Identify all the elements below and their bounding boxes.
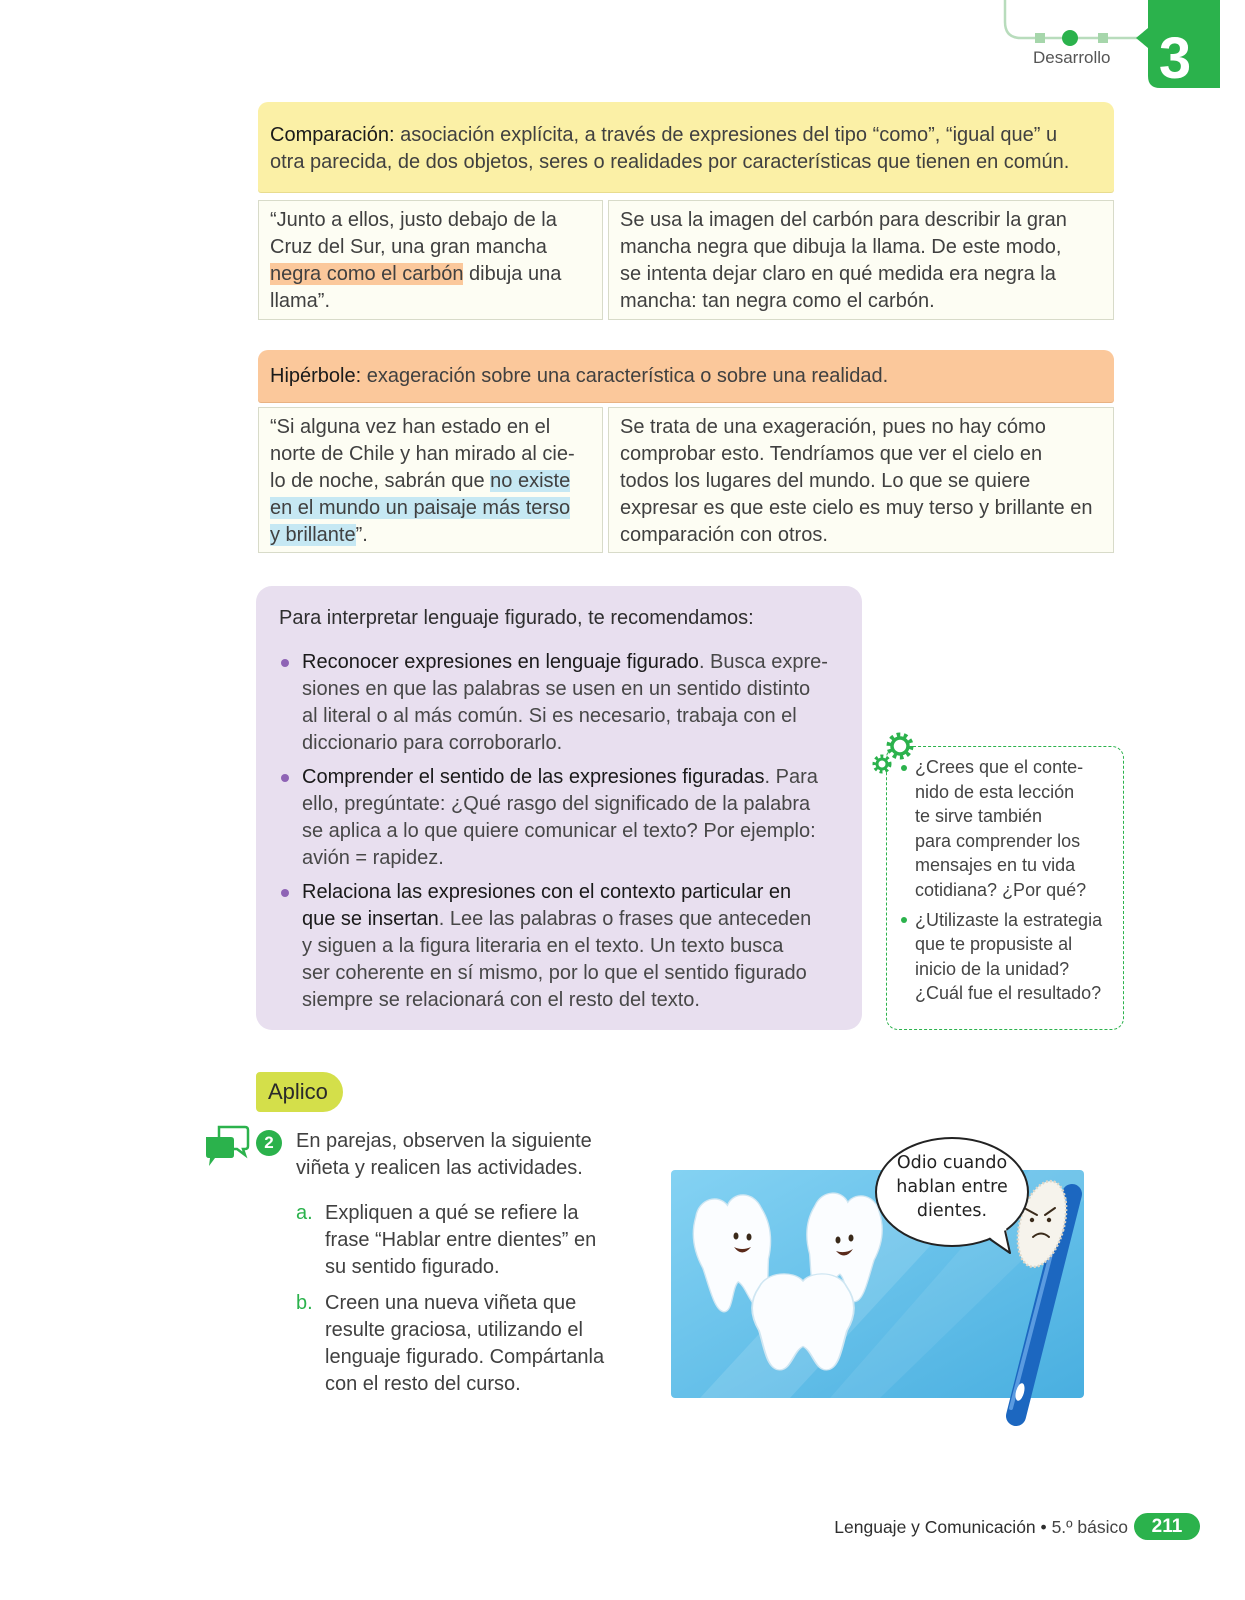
highlighted-text: negra como el carbón: [270, 263, 464, 285]
reflection-box: [886, 746, 1124, 1030]
speech-text-line: dientes.: [916, 1201, 988, 1221]
text-line: y siguen a la figura literaria en el texto. Un texto busca: [302, 935, 784, 957]
text-segment: dibuja una: [463, 263, 562, 285]
text-line: al literal o al más común. Si es necesario, trabaja con el: [302, 705, 797, 727]
text-line: Creen una nueva viñeta que: [325, 1292, 577, 1314]
key-term: Comparación:: [270, 124, 395, 146]
reflection-text: [915, 908, 1117, 1006]
highlighted-text: no existe: [490, 470, 571, 492]
gears-icon: [869, 729, 919, 779]
text-segment: lo de noche, sabrán que: [270, 470, 491, 492]
reflection-question: [915, 908, 1117, 1006]
text-line: expresar es que este cielo es muy terso y brillante en: [620, 497, 1093, 519]
key-term: Reconocer expresiones en lenguaje figurado: [302, 651, 699, 673]
section-label: Desarrollo: [1033, 48, 1111, 67]
reflection-question: [915, 755, 1117, 902]
bullet-icon: [281, 889, 289, 897]
text-line: siones en que las palabras se usen en un sentido distinto: [302, 678, 811, 700]
text-line: Se usa la imagen del carbón para describir la gran: [620, 209, 1067, 231]
gear-small-ring: [877, 759, 887, 769]
progress-current-marker: [1062, 30, 1078, 46]
text-line: “Si alguna vez han estado en el: [270, 416, 551, 438]
speech-text-line: Odio cuando: [896, 1153, 1008, 1173]
text-line: [302, 879, 842, 906]
recommendation-item: [279, 764, 842, 872]
hyperbole-definition: [258, 350, 1114, 402]
text-line: ¿Cuál fue el resultado?: [915, 983, 1102, 1003]
task-text: [325, 1290, 636, 1398]
text-segment: exageración sobre una característica o sobre una realidad.: [361, 365, 889, 387]
highlighted-text: y brillante: [270, 524, 356, 546]
task-item: [296, 1200, 636, 1281]
comparison-definition: [258, 102, 1114, 192]
activity-prompt: [296, 1128, 592, 1182]
text-line: [270, 363, 1102, 390]
text-line: [270, 122, 1102, 149]
recommendation-item: [279, 649, 842, 757]
text-line: [302, 649, 842, 676]
task-text: [325, 1200, 636, 1281]
bullet-icon: [281, 774, 289, 782]
text-line: resulte graciosa, utilizando el: [325, 1319, 583, 1341]
unit-number: 3: [1158, 26, 1192, 91]
text-line: [302, 764, 842, 791]
toothbrush-eye: [1030, 1218, 1034, 1222]
text-line: Expliquen a qué se refiere la: [325, 1202, 579, 1224]
recommendation-text: [302, 649, 842, 757]
text-segment: asociación explícita, a través de expresiones del tipo “como”, “igual que” u: [394, 124, 1058, 146]
text-line: ello, pregúntate: ¿Qué rasgo del significado de la palabra: [302, 793, 811, 815]
text-line: ¿Crees que el conte-: [915, 757, 1084, 777]
text-line: siempre se relacionará con el resto del texto.: [302, 989, 700, 1011]
text-line: todos los lugares del mundo. Lo que se quiere: [620, 470, 1031, 492]
text-line: avión = rapidez.: [302, 847, 444, 869]
footer-subject: Lenguaje y Comunicación: [834, 1517, 1036, 1537]
progress-step-marker: [1098, 33, 1108, 43]
footer-grade: 5.º básico: [1051, 1517, 1128, 1537]
text-line: [270, 495, 591, 522]
text-line: cotidiana? ¿Por qué?: [915, 879, 1087, 900]
teeth-comic-illustration: [660, 1130, 1100, 1430]
hyperbole-explanation: [608, 407, 1114, 553]
text-line: diccionario para corroborarlo.: [302, 732, 563, 754]
text-line: otra parecida, de dos objetos, seres o realidades por características que tienen en común.: [270, 151, 1070, 173]
key-term: Hipérbole:: [270, 365, 362, 387]
text-line: frase “Hablar entre dientes” en: [325, 1229, 597, 1251]
recommendation-item: [279, 879, 842, 1014]
text-line: ser coherente en sí mismo, por lo que el sentido figurado: [302, 962, 807, 984]
text-line: su sentido figurado.: [325, 1256, 500, 1278]
highlighted-text: en el mundo un paisaje más terso: [270, 497, 571, 519]
tooth-right-eye: [836, 1237, 841, 1244]
activity-number-badge: 2: [256, 1130, 282, 1156]
text-line: [270, 468, 591, 495]
text-line: comparación con otros.: [620, 524, 828, 546]
text-line: te sirve también: [915, 806, 1043, 826]
text-line: “Junto a ellos, justo debajo de la: [270, 209, 557, 231]
text-line: que te propusiste al: [915, 934, 1073, 954]
key-term: Relaciona las expresiones con el contexto particular en: [302, 881, 792, 903]
speech-bubble-filled: [206, 1137, 234, 1166]
key-term: que se insertan: [302, 908, 439, 930]
toothbrush-eye: [1047, 1218, 1051, 1222]
text-line: viñeta y realicen las actividades.: [296, 1157, 583, 1179]
text-line: comprobar esto. Tendríamos que ver el cielo en: [620, 443, 1043, 465]
text-segment: . Para: [764, 766, 818, 788]
text-line: nido de esta lección: [915, 781, 1075, 802]
page-number: 211: [1134, 1513, 1200, 1540]
bullet-icon: [281, 659, 289, 667]
comparison-explanation: [608, 200, 1114, 320]
text-line: lenguaje figurado. Compártanla: [325, 1346, 605, 1368]
text-line: [270, 261, 591, 288]
text-line: se intenta dejar claro en qué medida era negra la: [620, 263, 1056, 285]
text-segment: . Busca expre-: [698, 651, 828, 673]
text-line: mensajes en tu vida: [915, 855, 1076, 875]
text-line: [302, 906, 842, 933]
key-term: Comprender el sentido de las expresiones figuradas: [302, 766, 765, 788]
text-line: inicio de la unidad?: [915, 958, 1070, 979]
comparison-example: [258, 200, 603, 320]
text-line: mancha: tan negra como el carbón.: [620, 290, 935, 312]
text-line: En parejas, observen la siguiente: [296, 1130, 592, 1152]
progress-step-marker: [1035, 33, 1045, 43]
task-letter: a.: [296, 1202, 313, 1224]
reflection-text: [915, 755, 1117, 902]
tooth-left-eye: [734, 1233, 739, 1240]
text-line: se aplica a lo que quiere comunicar el texto? Por ejemplo:: [302, 820, 816, 842]
recommendations-box: [256, 586, 862, 1030]
text-line: llama”.: [270, 290, 331, 312]
text-line: para comprender los: [915, 830, 1081, 851]
footer-separator: •: [1040, 1517, 1047, 1537]
text-line: Cruz del Sur, una gran mancha: [270, 236, 547, 258]
recommendation-text: [302, 879, 842, 1014]
text-line: Se trata de una exageración, pues no hay cómo: [620, 416, 1046, 438]
tooth-right-eye: [849, 1235, 854, 1242]
text-line: ¿Utilizaste la estrategia: [915, 909, 1103, 930]
footer-book-info: [834, 1515, 1128, 1539]
tooth-left-eye: [747, 1234, 752, 1241]
text-line: [270, 522, 591, 549]
pair-discussion-icon: [203, 1122, 251, 1168]
text-line: mancha negra que dibuja la llama. De este modo,: [620, 236, 1062, 258]
text-segment: . Lee las palabras o frases que anteceden: [438, 908, 812, 930]
text-line: con el resto del curso.: [325, 1373, 521, 1395]
text-line: norte de Chile y han mirado al cie-: [270, 443, 575, 465]
hyperbole-example: [258, 407, 603, 553]
task-letter: b.: [296, 1292, 313, 1314]
bullet-icon: [901, 917, 907, 923]
speech-text-line: hablan entre: [896, 1177, 1008, 1197]
text-segment: ”.: [355, 524, 368, 546]
gear-large-ring: [892, 738, 908, 754]
recommendations-title: Para interpretar lenguaje figurado, te recomendamos:: [279, 607, 754, 629]
apply-section-label: Aplico: [256, 1072, 343, 1112]
recommendation-text: [302, 764, 842, 872]
task-item: [296, 1290, 636, 1398]
